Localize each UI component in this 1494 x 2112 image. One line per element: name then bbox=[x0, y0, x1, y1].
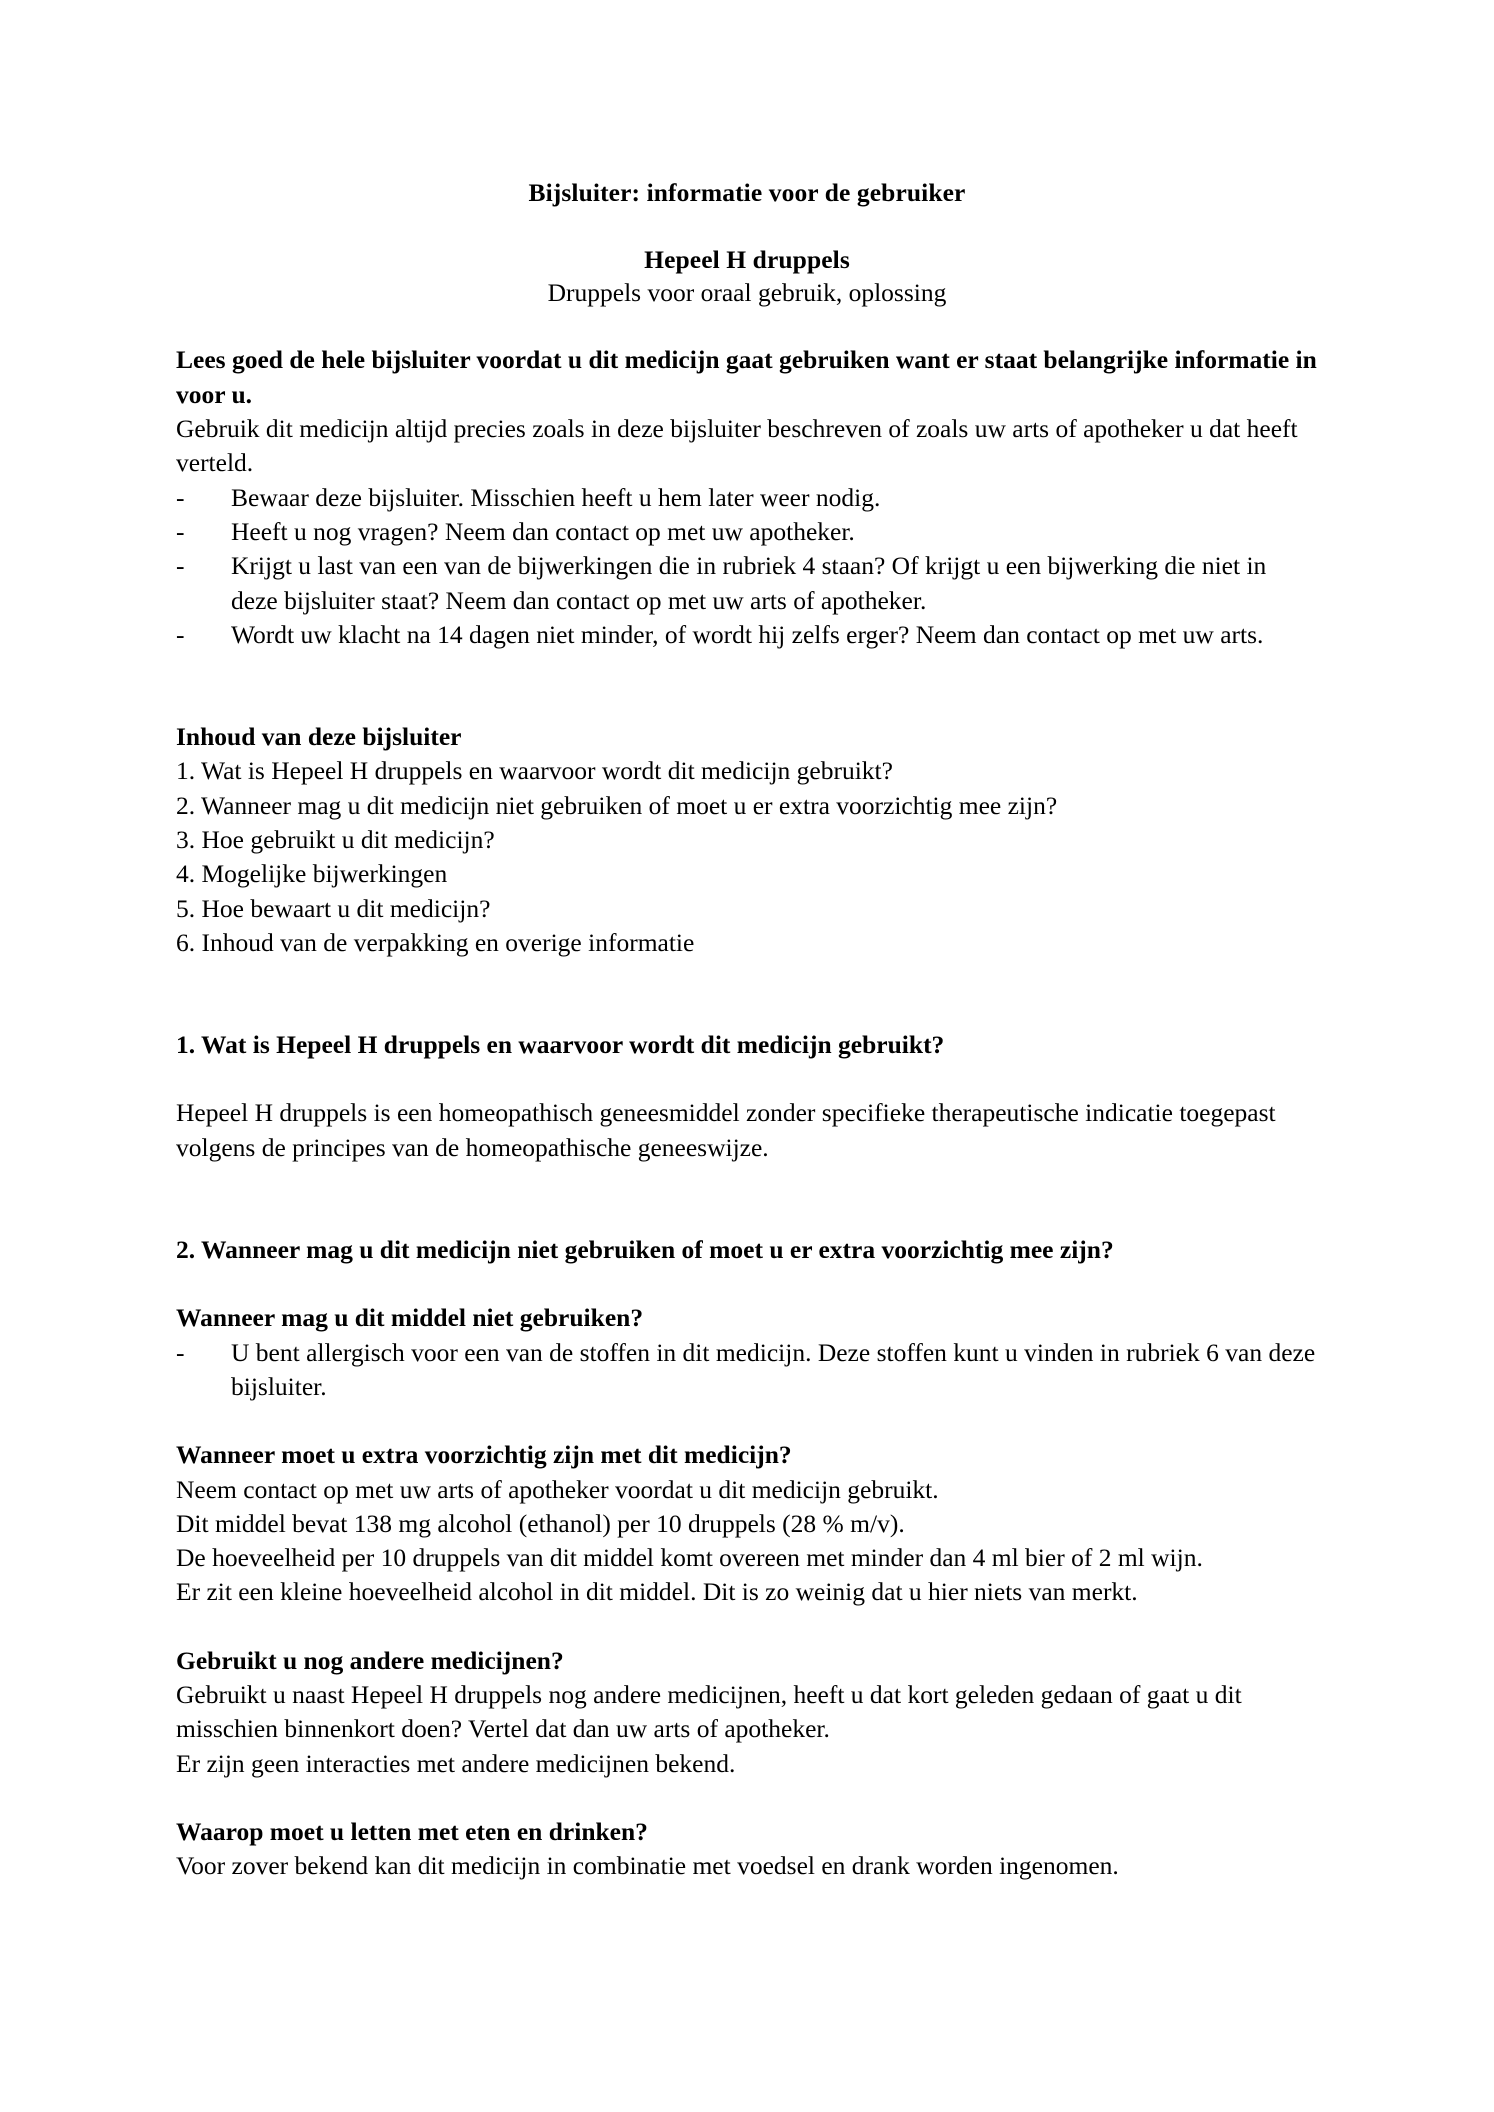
list-item-text: Heeft u nog vragen? Neem dan contact op met uw apotheker. bbox=[231, 516, 855, 546]
niet-gebruiken-bullet-list bbox=[176, 1336, 1318, 1405]
list-item bbox=[176, 549, 1318, 618]
spacer bbox=[176, 1404, 1318, 1438]
spacer bbox=[176, 309, 1318, 343]
andere-medicijnen-line: Er zijn geen interacties met andere medicijnen bekend. bbox=[176, 1748, 736, 1778]
list-item bbox=[176, 1336, 1318, 1405]
list-item bbox=[176, 618, 1318, 652]
intro-body: Gebruik dit medicijn altijd precies zoals in deze bijsluiter beschreven of zoals uw arts of apotheker u dat heeft verteld. bbox=[176, 414, 1298, 478]
toc-item: 1. Wat is Hepeel H druppels en waarvoor wordt dit medicijn gebruikt? bbox=[176, 756, 893, 786]
list-item-text: Wordt uw klacht na 14 dagen niet minder, of wordt hij zelfs erger? Neem dan contact op met uw arts. bbox=[231, 619, 1264, 649]
toc-item: 5. Hoe bewaart u dit medicijn? bbox=[176, 893, 491, 923]
document-title: Bijsluiter: informatie voor de gebruiker bbox=[528, 178, 966, 207]
spacer bbox=[176, 1610, 1318, 1644]
toc-item: 2. Wanneer mag u dit medicijn niet gebruiken of moet u er extra voorzichtig mee zijn? bbox=[176, 790, 1058, 820]
dash-marker-icon: - bbox=[176, 1337, 185, 1367]
spacer bbox=[176, 1062, 1318, 1096]
section-1-heading: 1. Wat is Hepeel H druppels en waarvoor wordt dit medicijn gebruikt? bbox=[176, 1030, 945, 1060]
andere-medicijnen-line: Gebruikt u naast Hepeel H druppels nog andere medicijnen, heeft u dat kort geleden gedaan of gaat u dit misschien binnenkort doen? Vertel dat dan uw arts of apotheker. bbox=[176, 1680, 1242, 1744]
eten-drinken-line: Voor zover bekend kan dit medicijn in combinatie met voedsel en drank worden ingenomen. bbox=[176, 1851, 1119, 1881]
spacer bbox=[176, 960, 1318, 1028]
voorzichtig-line: Er zit een kleine hoeveelheid alcohol in dit middel. Dit is zo weinig dat u hier niets van merkt. bbox=[176, 1577, 1138, 1607]
toc-list bbox=[176, 754, 1318, 960]
section-2-heading: 2. Wanneer mag u dit medicijn niet gebruiken of moet u er extra voorzichtig mee zijn? bbox=[176, 1235, 1114, 1265]
section-1-body: Hepeel H druppels is een homeopathisch geneesmiddel zonder specifieke therapeutische indicatie toegepast volgens de principes van de homeopathische geneeswijze. bbox=[176, 1098, 1276, 1162]
spacer bbox=[176, 1165, 1318, 1233]
list-item-text: Krijgt u last van een van de bijwerkingen die in rubriek 4 staan? Of krijgt u een bijwerking die niet in deze bijsluiter staat? Neem dan contact op met uw arts of apotheker. bbox=[231, 551, 1267, 615]
product-form: Druppels voor oraal gebruik, oplossing bbox=[547, 278, 947, 308]
intro-bold-lead: Lees goed de hele bijsluiter voordat u dit medicijn gaat gebruiken want er staat belangrijke informatie in voor u. bbox=[176, 345, 1317, 409]
voorzichtig-line: Dit middel bevat 138 mg alcohol (ethanol) per 10 druppels (28 % m/v). bbox=[176, 1508, 905, 1538]
document-content bbox=[176, 176, 1318, 1884]
subsection-niet-gebruiken-heading: Wanneer mag u dit middel niet gebruiken? bbox=[176, 1303, 644, 1333]
toc-item: 6. Inhoud van de verpakking en overige informatie bbox=[176, 927, 695, 957]
list-item bbox=[176, 515, 1318, 549]
voorzichtig-line: Neem contact op met uw arts of apotheker voordat u dit medicijn gebruikt. bbox=[176, 1474, 939, 1504]
list-item bbox=[176, 481, 1318, 515]
dash-marker-icon: - bbox=[176, 619, 185, 649]
spacer bbox=[176, 209, 1318, 243]
list-item-text: U bent allergisch voor een van de stoffen in dit medicijn. Deze stoffen kunt u vinden in rubriek 6 van deze bijsluiter. bbox=[231, 1337, 1316, 1401]
dash-marker-icon: - bbox=[176, 482, 185, 512]
subsection-voorzichtig-heading: Wanneer moet u extra voorzichtig zijn met dit medicijn? bbox=[176, 1440, 792, 1470]
dash-marker-icon: - bbox=[176, 516, 185, 546]
subsection-andere-medicijnen-heading: Gebruikt u nog andere medicijnen? bbox=[176, 1645, 564, 1675]
spacer bbox=[176, 1267, 1318, 1301]
dash-marker-icon: - bbox=[176, 551, 185, 581]
voorzichtig-line: De hoeveelheid per 10 druppels van dit middel komt overeen met minder dan 4 ml bier of 2 ml wijn. bbox=[176, 1543, 1203, 1573]
list-item-text: Bewaar deze bijsluiter. Misschien heeft u hem later weer nodig. bbox=[231, 482, 881, 512]
spacer bbox=[176, 1781, 1318, 1815]
product-name: Hepeel H druppels bbox=[644, 245, 850, 275]
toc-heading: Inhoud van deze bijsluiter bbox=[176, 722, 462, 752]
toc-item: 4. Mogelijke bijwerkingen bbox=[176, 859, 448, 889]
intro-bullet-list bbox=[176, 481, 1318, 652]
toc-item: 3. Hoe gebruikt u dit medicijn? bbox=[176, 824, 495, 854]
subsection-eten-drinken-heading: Waarop moet u letten met eten en drinken? bbox=[176, 1816, 648, 1846]
spacer bbox=[176, 652, 1318, 720]
